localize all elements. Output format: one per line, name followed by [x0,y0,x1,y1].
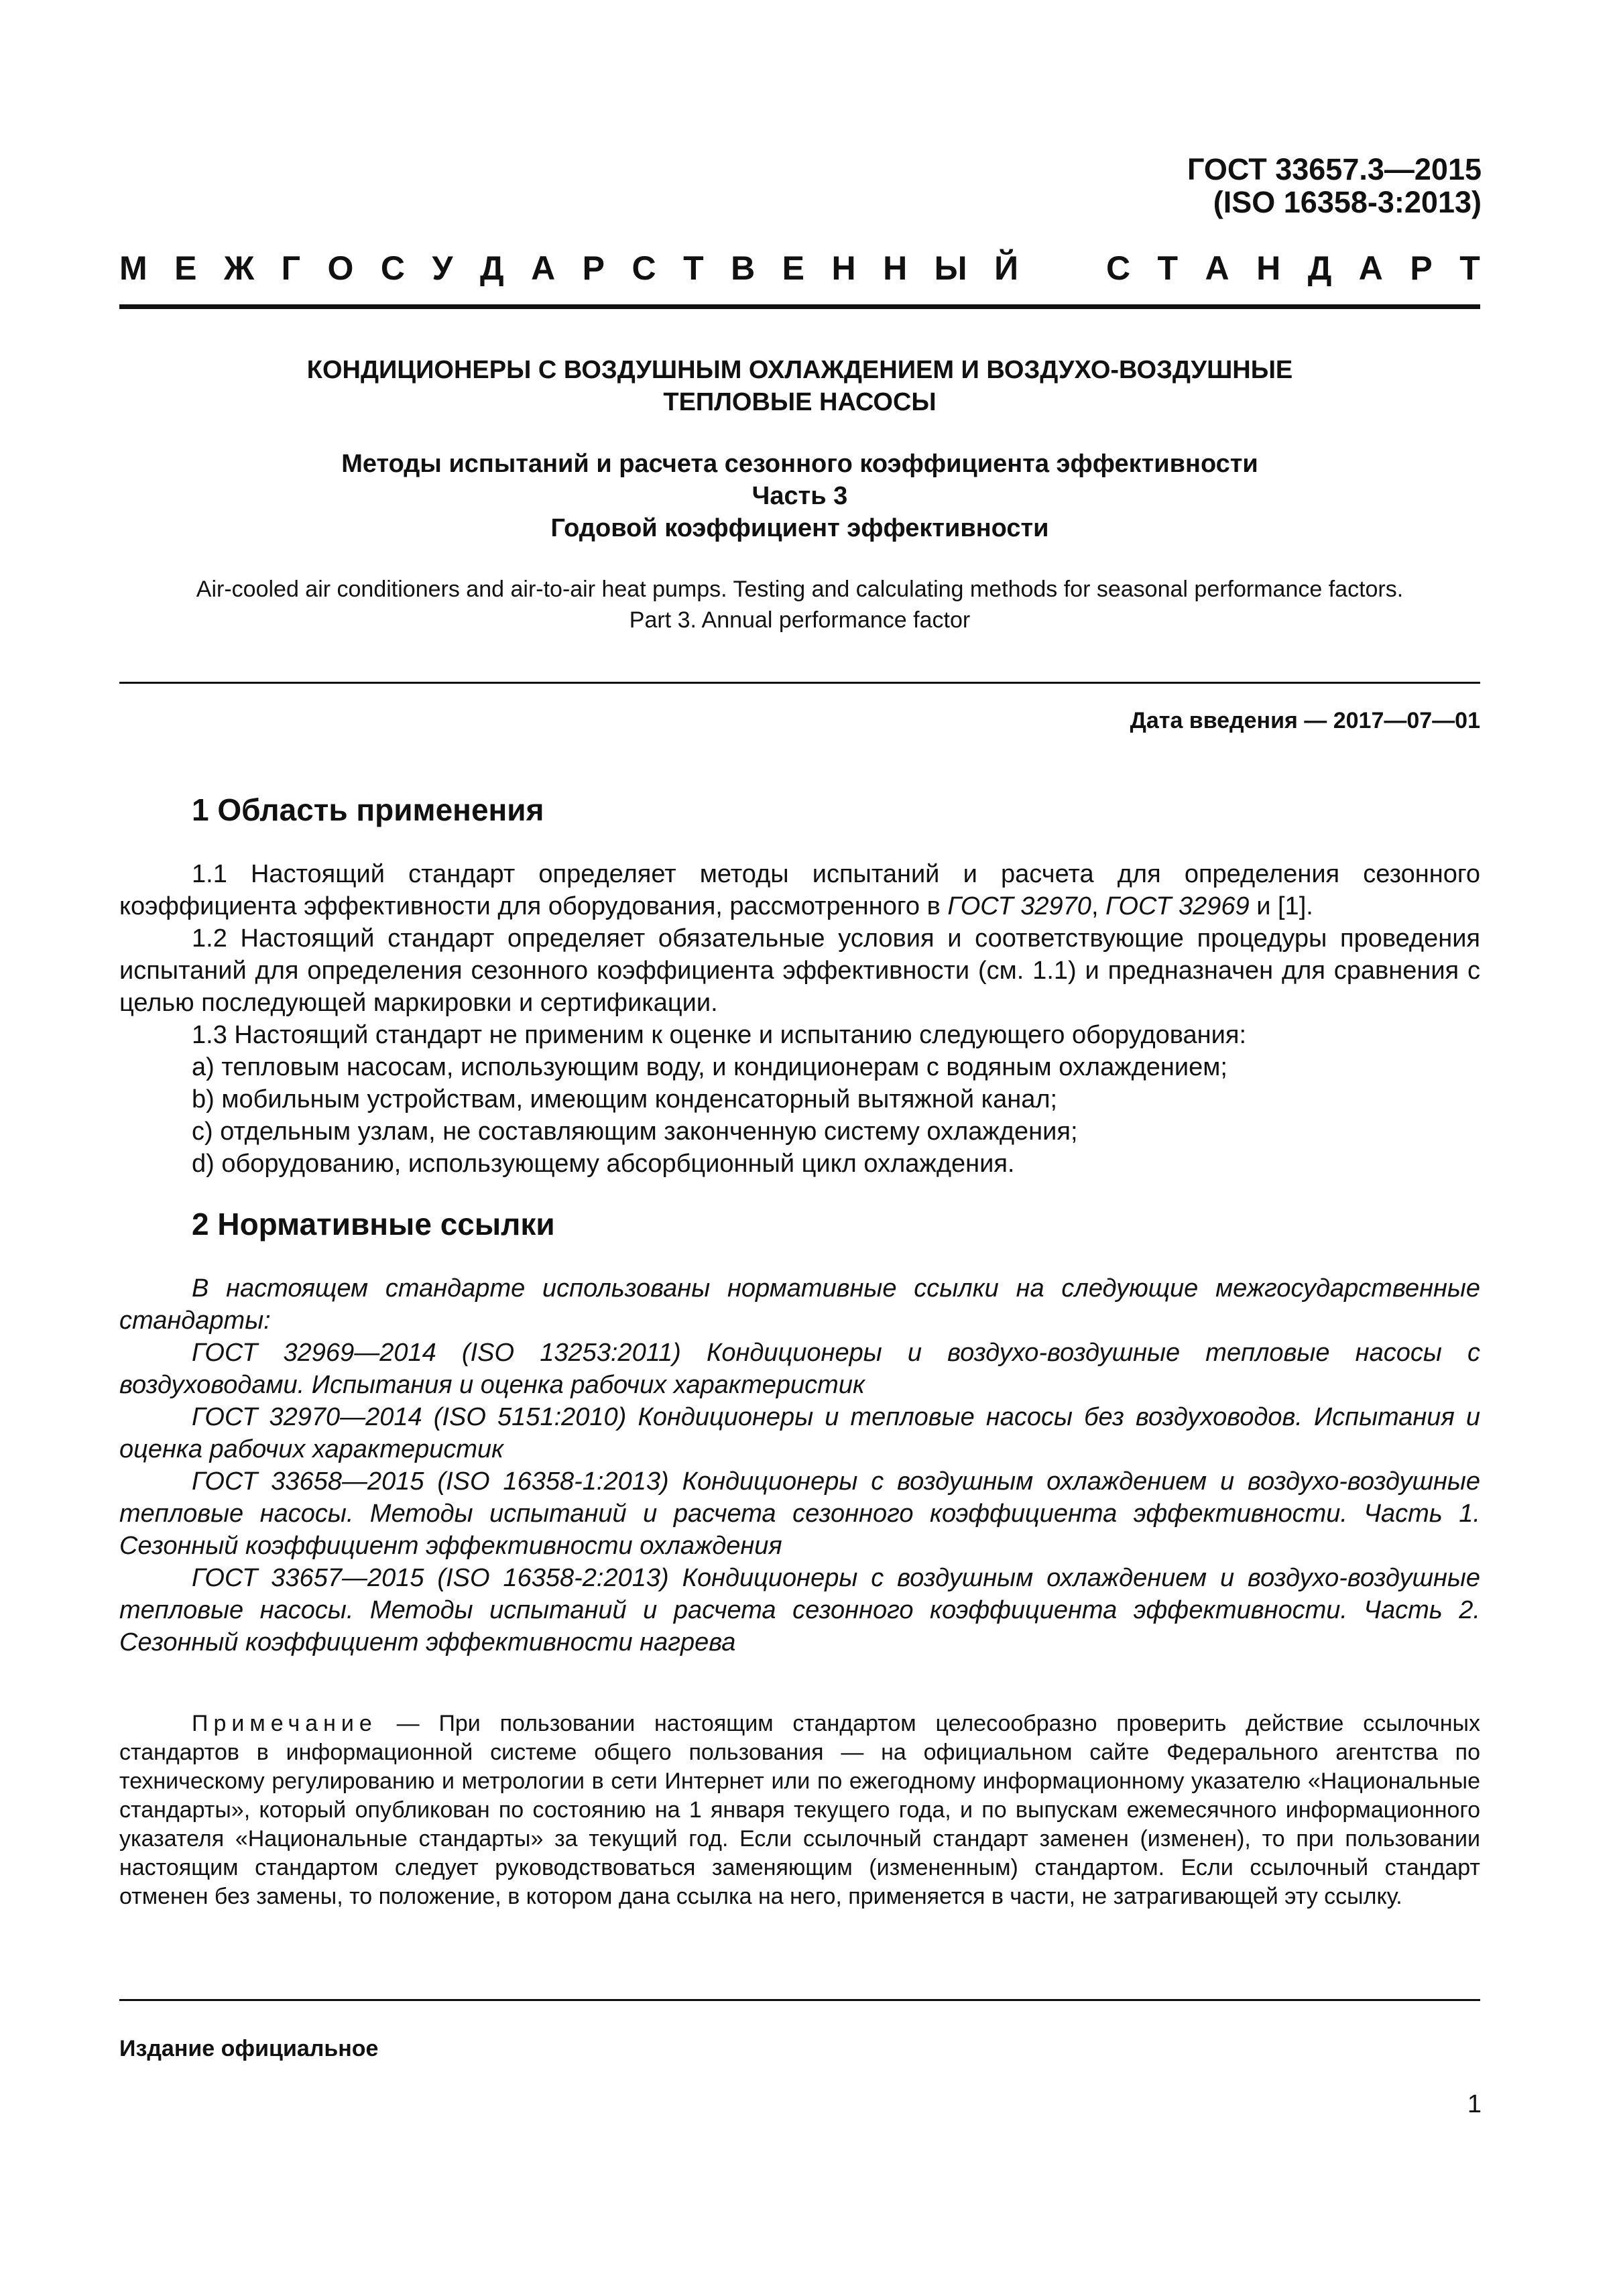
interstate-standard-banner [119,248,1480,288]
note-text: — При пользовании настоящим стандартом целесообразно проверить действие ссылочных стандартов в информационной системе общего пользования — на официальном сайте Федерального агентства по техническому регулированию и метрологии в сети Интернет или по ежегодному информационному указателю «Национальные стандарты», который опубликован по состоянию на 1 января текущего года, и по выпускам ежемесячного информационного указателя «Национальные стандарты» за текущий год. Если ссылочный стандарт заменен (изменен), то при пользовании настоящим стандартом следует руководствоваться заменяющим (измененным) стандартом. Если ссылочный стандарт отменен без замены, то положение, в котором дана ссылка на него, применяется в части, не затрагивающей эту ссылку. [119,1711,1480,1909]
banner-letter: Н [883,249,908,287]
banner-letter: Т [1459,249,1480,287]
paragraph-1-3: 1.3 Настоящий стандарт не применим к оценке и испытанию следующего оборудования: [192,1021,1247,1049]
banner-letter: Д [479,249,504,287]
list-item: c) отдельным узлам, не составляющим законченную систему охлаждения; [192,1117,1078,1146]
title-line: КОНДИЦИОНЕРЫ С ВОЗДУШНЫМ ОХЛАЖДЕНИЕМ И ВОЗДУХО-ВОЗДУШНЫЕ [306,356,1293,384]
subtitle-part: Часть 3 [752,482,848,510]
page-number: 1 [1467,2090,1482,2118]
banner-letter: Т [1157,249,1179,287]
english-title [119,574,1480,636]
banner-letter: С [1105,249,1131,287]
banner-letter: Т [683,249,704,287]
banner-letter: Р [1410,249,1433,287]
reference-link: ГОСТ 32970 [947,892,1091,920]
section-1-heading: 1 Область применения [192,792,544,827]
section-2-body [119,1272,1480,1658]
document-title [119,354,1480,418]
introduction-date: Дата введения — 2017—07—01 [1130,708,1480,733]
banner-letter: Ы [934,249,967,287]
footer-divider [119,1999,1480,2001]
banner-letter: С [632,249,656,287]
banner-letter: А [1205,249,1229,287]
section-1-body [119,858,1480,1180]
note-label: Примечание [192,1711,377,1736]
title-line: ТЕПЛОВЫЕ НАСОСЫ [663,388,937,416]
banner-letter: Ж [223,249,255,287]
english-title-line: Air-cooled air conditioners and air-to-air heat pumps. Testing and calculating methods for seasonal performance factors. [196,577,1404,602]
subtitle-line: Годовой коэффициент эффективности [550,514,1049,542]
banner-letter: О [327,249,354,287]
banner-letter: У [432,249,453,287]
banner-letter: Н [831,249,856,287]
banner-word-gap [1045,248,1079,288]
official-edition-label: Издание официальное [119,2036,379,2061]
banner-letter: Р [582,249,605,287]
paragraph-1-1: 1.1 Настоящий стандарт определяет методы испытаний и расчета для определения сезонного коэффициента эффективности для оборудования, рассмотренного в ГОСТ 32970, ГОСТ 32969 и [1]. [119,860,1480,920]
banner-letter: Д [1307,249,1332,287]
banner-letter: А [1358,249,1383,287]
banner-letter: Г [281,249,300,287]
paragraph-1-2: 1.2 Настоящий стандарт определяет обязательные условия и соответствующие процедуры проведения испытаний для определения сезонного коэффициента эффективности (см. 1.1) и предназначен для сравнения с целью последующей маркировки и сертификации. [119,924,1480,1017]
reference-link: ГОСТ 32969 [1105,892,1250,920]
iso-number: (ISO 16358-3:2013) [1213,185,1482,219]
reference-entry: ГОСТ 33658—2015 (ISO 16358-1:2013) Кондиционеры с воздушным охлаждением и воздухо-воздушные тепловые насосы. Методы испытаний и расчета сезонного коэффициента эффективности. Часть 1. Сезонный коэффициент эффективности охлаждения [119,1467,1480,1560]
list-item: a) тепловым насосам, использующим воду, и кондиционерам с водяным охлаждением; [192,1053,1227,1081]
gost-number: ГОСТ 33657.3—2015 [1187,152,1482,186]
section-2-heading: 2 Нормативные ссылки [192,1207,555,1242]
reference-entry: ГОСТ 32969—2014 (ISO 13253:2011) Кондиционеры и воздухо-воздушные тепловые насосы с воздуховодами. Испытания и оценка рабочих характеристик [119,1339,1480,1399]
list-item: b) мобильным устройствам, имеющим конденсаторный вытяжной канал; [192,1085,1058,1113]
banner-letter: А [531,249,556,287]
reference-entry: ГОСТ 33657—2015 (ISO 16358-2:2013) Кондиционеры с воздушным охлаждением и воздухо-воздушные тепловые насосы. Методы испытаний и расчета сезонного коэффициента эффективности. Часть 2. Сезонный коэффициент эффективности нагрева [119,1564,1480,1656]
banner-letter: В [731,249,756,287]
header-divider [119,304,1480,309]
banner-letter: Е [782,249,805,287]
document-subtitle [119,448,1480,544]
subtitle-line: Методы испытаний и расчета сезонного коэффициента эффективности [341,450,1258,478]
document-number-block [1187,153,1482,219]
banner-letter: Н [1256,249,1281,287]
banner-letter: С [380,249,405,287]
references-intro: В настоящем стандарте использованы нормативные ссылки на следующие межгосударственные стандарты: [119,1274,1480,1335]
banner-letter: Е [174,249,197,287]
note-block [119,1709,1480,1911]
english-title-line: Part 3. Annual performance factor [629,607,971,633]
reference-entry: ГОСТ 32970—2014 (ISO 5151:2010) Кондиционеры и тепловые насосы без воздуховодов. Испытания и оценка рабочих характеристик [119,1403,1480,1463]
banner-letter: Й [994,249,1018,287]
list-item: d) оборудованию, использующему абсорбционный цикл охлаждения. [192,1150,1015,1178]
title-divider [119,682,1480,684]
banner-letter: М [119,249,147,287]
